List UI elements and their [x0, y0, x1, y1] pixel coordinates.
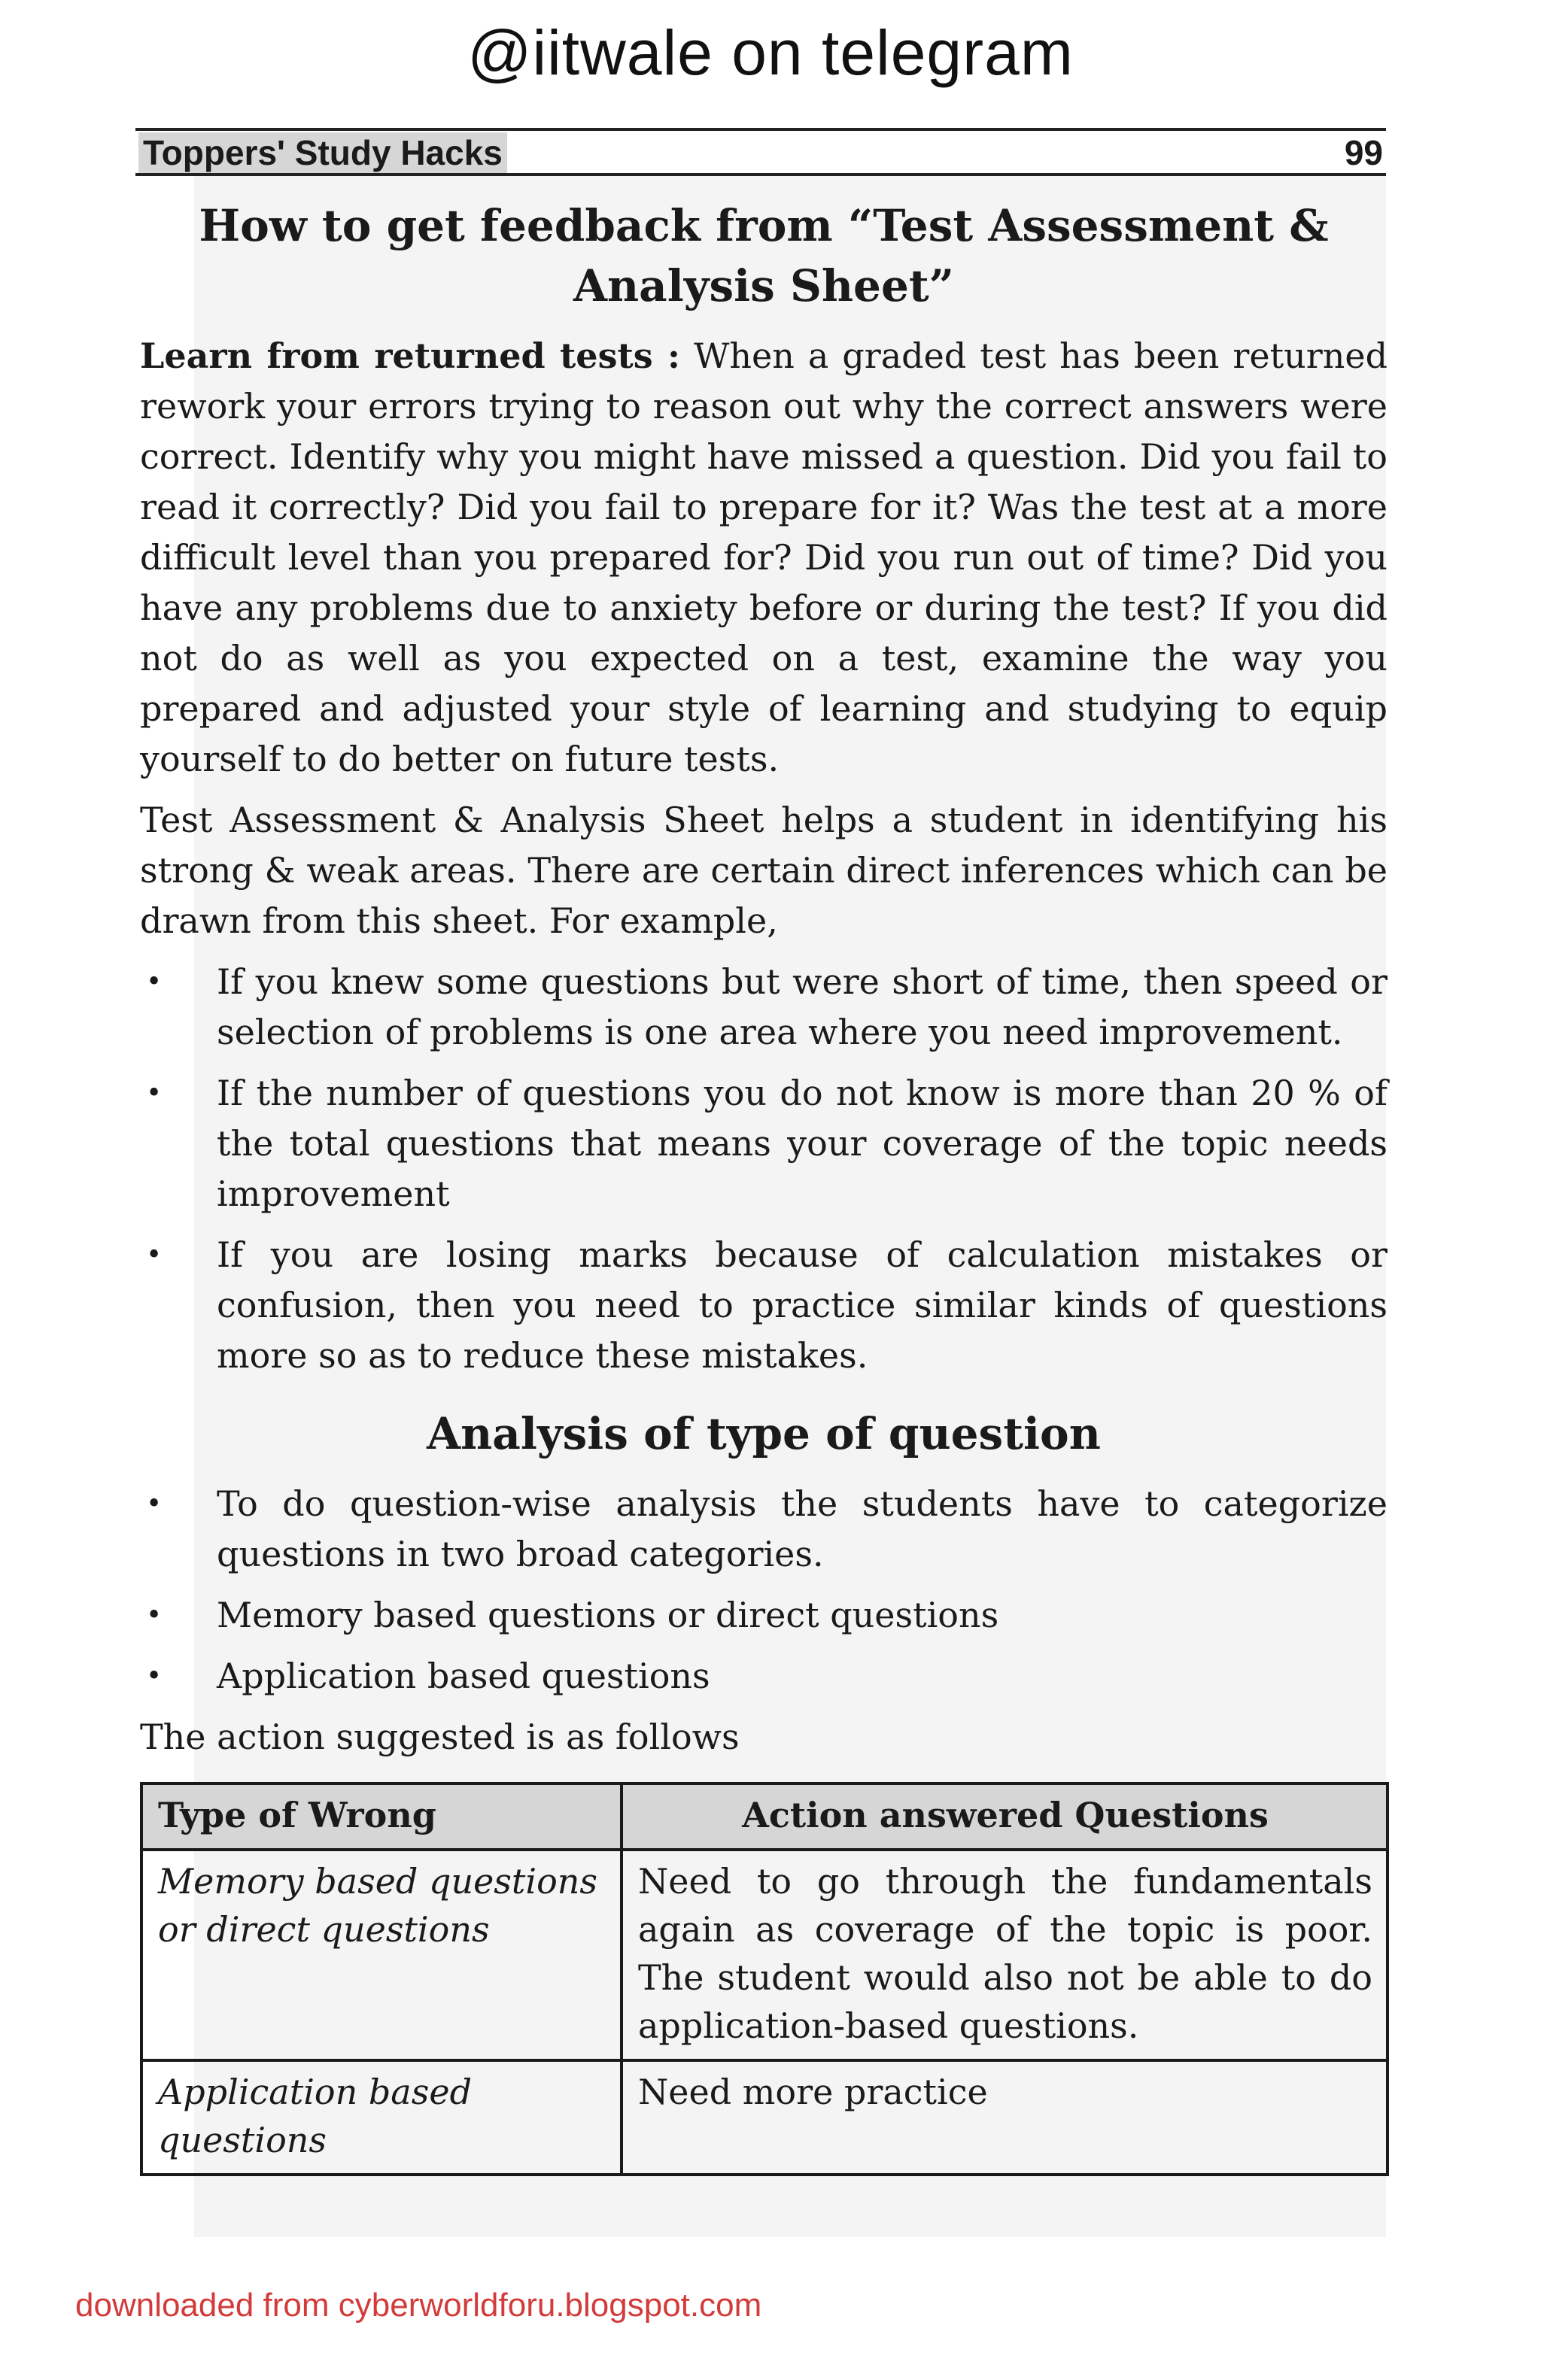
- bullet-icon: •: [146, 1078, 163, 1109]
- intro-paragraph: [140, 331, 1388, 785]
- table-header-type: Type of Wrong: [141, 1783, 622, 1850]
- page-number: 99: [1344, 133, 1383, 172]
- list-item: [140, 1590, 1388, 1641]
- list-item: [140, 957, 1388, 1058]
- list-item: [140, 1651, 1388, 1702]
- list-item-text: Application based questions: [217, 1656, 710, 1696]
- bullet-icon: •: [146, 1489, 163, 1519]
- table-row: [141, 1850, 1388, 2060]
- watermark-top: @iitwale on telegram: [467, 17, 1074, 88]
- action-intro: The action suggested is as follows: [140, 1717, 740, 1757]
- category-list: [140, 1479, 1388, 1702]
- book-title: Toppers' Study Hacks: [138, 132, 507, 173]
- table-cell-action: Need more practice: [622, 2060, 1388, 2175]
- table-cell-type: Application based questions: [141, 2060, 622, 2175]
- table-cell-type: Memory based questions or direct questions: [141, 1850, 622, 2060]
- bullet-icon: •: [146, 1600, 163, 1631]
- action-table: [140, 1782, 1389, 2176]
- list-item-text: If the number of questions you do not know is more than 20 % of the total questions that means your coverage of the topic needs improvement: [217, 1073, 1388, 1214]
- list-item-text: If you knew some questions but were short of time, then speed or selection of problems is one area where you need improvement.: [217, 961, 1388, 1052]
- section-heading: Analysis of type of question: [427, 1408, 1101, 1459]
- intro-lead: Learn from returned tests :: [140, 335, 681, 376]
- bullet-icon: •: [146, 1240, 163, 1270]
- running-head: [135, 128, 1386, 176]
- table-cell-action: Need to go through the fundamentals again as coverage of the topic is poor. The student would also not be able to do application-based questions.: [622, 1850, 1388, 2060]
- intro-text: When a graded test has been returned rework your errors trying to reason out why the correct answers were correct. Identify why you might have missed a question. Did you fail to read it correctly? Did you fail to prepare for it? Was the test at a more difficult level than you prepared for? Did you run out of time? Did you have any problems due to anxiety before or during the test? If you did not do as well as you expected on a test, examine the way you prepared and adjusted your style of learning and studying to equip yourself to do better on future tests.: [140, 335, 1388, 779]
- sheet-paragraph: Test Assessment & Analysis Sheet helps a student in identifying his strong & weak areas. There are certain direct inferences which can be drawn from this sheet. For example,: [140, 800, 1388, 941]
- inference-list: [140, 957, 1388, 1381]
- bullet-icon: •: [146, 1661, 163, 1692]
- bullet-icon: •: [146, 967, 163, 997]
- list-item: [140, 1479, 1388, 1580]
- list-item-text: If you are losing marks because of calculation mistakes or confusion, then you need to practice similar kinds of questions more so as to reduce these mistakes.: [217, 1234, 1388, 1376]
- table-row: [141, 2060, 1388, 2175]
- list-item-text: Memory based questions or direct questions: [217, 1595, 999, 1635]
- list-item: [140, 1230, 1388, 1381]
- watermark-bottom: downloaded from cyberworldforu.blogspot.com: [75, 2287, 762, 2324]
- page-title: How to get feedback from “Test Assessment & Analysis Sheet”: [199, 200, 1329, 311]
- list-item: [140, 1068, 1388, 1219]
- list-item-text: To do question-wise analysis the students have to categorize questions in two broad categories.: [217, 1483, 1388, 1574]
- page-content: [140, 196, 1388, 2176]
- table-header-row: [141, 1783, 1388, 1850]
- table-header-action: Action answered Questions: [622, 1783, 1388, 1850]
